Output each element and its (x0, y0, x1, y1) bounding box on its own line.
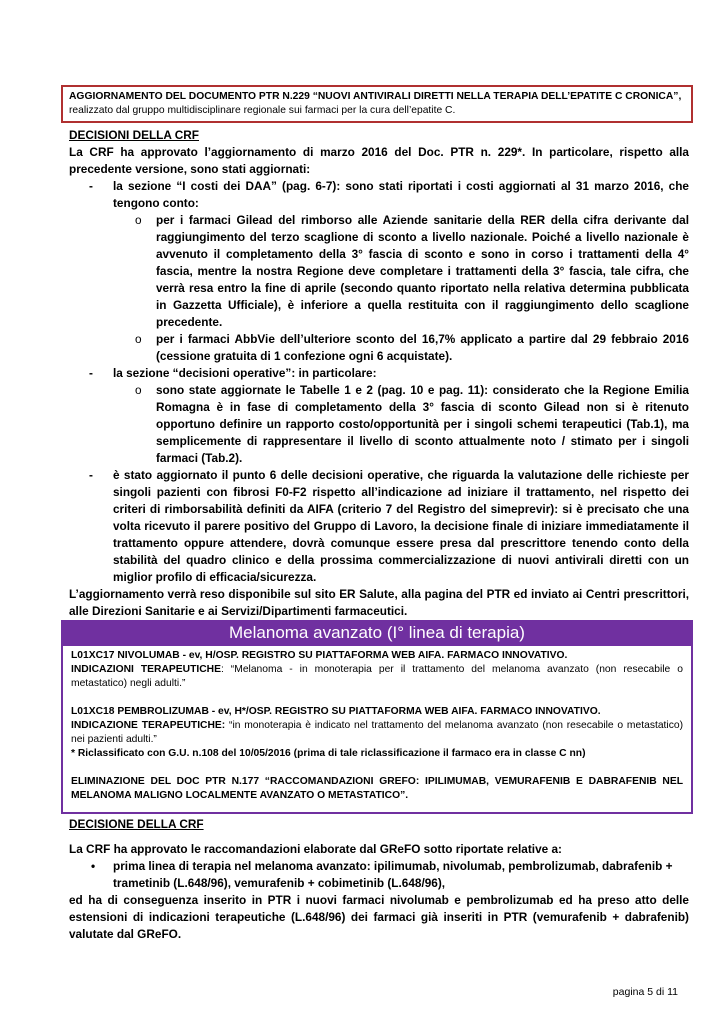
dash-marker: - (89, 468, 93, 482)
sub-list-item-text: per i farmaci Gilead del rimborso alle Aziende sanitarie della RER della cifra derivante dal raggiungimento del terzo scaglione di sconto a livello nazionale. Poiché a livello nazionale è avvenuto il completamento della 3° fascia di sconto e sono in corso i trattamenti della 4° fascia, mentre la nostra Regione deve completare i trattamenti della 3° fascia, tale cifra, che verrà resa entro la fine di aprile (secondo quanto riportato nella relativa determina pubblicata in Gazzetta Ufficiale), è inferiore a quella restituita con il raggiungimento dello scaglione precedente. (156, 213, 689, 329)
indication-label: INDICAZIONE TERAPEUTICHE: (71, 720, 226, 731)
pembrolizumab-indication (71, 719, 683, 747)
section-intro: La CRF ha approvato le raccomandazioni elaborate dal GReFO sotto riportate relative a: (69, 842, 562, 856)
sub-list-item-text: per i farmaci AbbVie dell’ulteriore sconto del 16,7% applicato a partire dal 29 febbraio 2016 (cessione gratuita di 1 confezione ogni 6 acquistate). (156, 332, 689, 363)
section-heading: DECISIONI DELLA CRF (69, 128, 199, 142)
list-item (69, 858, 689, 892)
dash-marker: - (89, 366, 93, 380)
pembrolizumab-heading: L01XC18 PEMBROLIZUMAB - ev, H*/OSP. REGISTRO SU PIATTAFORMA WEB AIFA. FARMACO INNOVATIVO. (71, 706, 601, 717)
circle-marker: o (135, 332, 142, 346)
update-title: AGGIORNAMENTO DEL DOCUMENTO PTR N.229 “NUOVI ANTIVIRALI DIRETTI NELLA TERAPIA DELL’EPATITE C CRONICA”, (69, 91, 682, 102)
update-title-box (61, 85, 693, 123)
bullet-marker: • (91, 859, 96, 873)
melanoma-drug-box (61, 646, 693, 814)
crf-decision-section (69, 816, 689, 943)
indication-text: “in monoterapia è indicato nel trattamento del melanoma avanzato (non resecabile o metastatico) nei pazienti adulti.” (71, 720, 684, 745)
list-item-text: prima linea di terapia nel melanoma avanzato: ipilimumab, nivolumab, pembrolizumab, dabrafenib + trametinib (L.648/96), vemurafenib + cobimetinib (L.648/96), (113, 859, 673, 890)
section-outro: ed ha di conseguenza inserito in PTR i nuovi farmaci nivolumab e pembrolizumab ed ha preso atto delle estensioni di indicazioni terapeutiche (L.648/96) dei farmaci già inseriti in PTR (vemurafenib + dabrafenib) valutate dal GReFO. (69, 893, 689, 941)
list-item (69, 178, 689, 212)
indication-label: INDICAZIONI TERAPEUTICHE (71, 664, 221, 675)
circle-marker: o (135, 213, 142, 227)
page-number: pagina 5 di 11 (612, 986, 678, 998)
elimination-notice: ELIMINAZIONE DEL DOC PTR N.177 “RACCOMANDAZIONI GREFO: IPILIMUMAB, VEMURAFENIB E DABRAFENIB NEL MELANOMA MALIGNO LOCALMENTE AVANZATO O METASTATICO”. (71, 776, 683, 801)
spacer (71, 761, 683, 775)
sub-list-item (69, 382, 689, 467)
section-heading: DECISIONE DELLA CRF (69, 817, 204, 831)
section-outro: L’aggiornamento verrà reso disponibile sul sito ER Salute, alla pagina del PTR ed inviato ai Centri prescrittori, alle Direzioni Sanitarie e ai Servizi/Dipartimenti farmaceutici. (69, 587, 689, 618)
sub-list-item-text: sono state aggiornate le Tabelle 1 e 2 (pag. 10 e pag. 11): considerato che la Regione Emilia Romagna è in fase di completamento della 3° fascia di sconto Gilead non si è ritenuto opportuno definire un rapporto costo/opportunità per i singoli schemi terapeutici (Tab.1), ma semplicemente di rappresentare il livello di sconto attualmente noto / stimato per i singoli farmaci (Tab.2). (156, 383, 689, 465)
list-item (69, 365, 689, 382)
indication-text: : “Melanoma - in monoterapia per il trattamento del melanoma avanzato (non resecabile o metastatico) negli adulti.” (71, 664, 683, 689)
list-item-text: la sezione “decisioni operative”: in particolare: (113, 366, 377, 380)
reclassification-note: * Riclassificato con G.U. n.108 del 10/05/2016 (prima di tale riclassificazione il farmaco era in classe C nn) (71, 748, 586, 759)
list-item-text: è stato aggiornato il punto 6 delle decisioni operative, che riguarda la valutazione delle richieste per singoli pazienti con fibrosi F0-F2 rispetto all’indicazione ad iniziare il trattamento, nel rispetto dei criteri di rimborsabilità definiti da AIFA (criterio 7 del Registro del simeprevir): si è precisato che una volta ricevuto il parere positivo del Gruppo di Lavoro, la decisione finale di iniziare immediatamente il trattamento oppure attendere, dovrà comunque essere presa dal prescrittore tenendo conto della stabilità del quadro clinico e della prossima commercializzazione di nuovi antivirali diretti con un miglior profilo di efficacia/sicurezza. (113, 468, 689, 584)
sub-list-item (69, 212, 689, 331)
dash-marker: - (89, 179, 93, 193)
circle-marker: o (135, 383, 142, 397)
section-intro: La CRF ha approvato l’aggiornamento di marzo 2016 del Doc. PTR n. 229*. In particolare, rispetto alla precedente versione, sono stati aggiornati: (69, 145, 689, 176)
crf-decisions-section (69, 127, 689, 620)
list-item (69, 467, 689, 586)
nivolumab-heading: L01XC17 NIVOLUMAB - ev, H/OSP. REGISTRO SU PIATTAFORMA WEB AIFA. FARMACO INNOVATIVO. (71, 650, 568, 661)
spacer (69, 833, 689, 841)
list-item-text: la sezione “I costi dei DAA” (pag. 6-7): sono stati riportati i costi aggiornati al 31 marzo 2016, che tengono conto: (113, 179, 689, 210)
update-subtitle: realizzato dal gruppo multidisciplinare regionale sui farmaci per la cura dell’epatite C. (69, 105, 456, 116)
sub-list-item (69, 331, 689, 365)
nivolumab-indication (71, 663, 683, 691)
spacer (71, 691, 683, 705)
melanoma-section-band: Melanoma avanzato (I° linea di terapia) (61, 620, 693, 646)
